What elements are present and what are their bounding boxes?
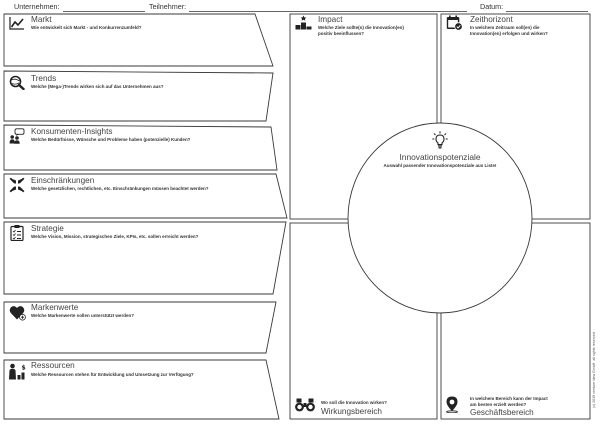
geschaeftsbereich-question-line2: am besten erzielt werden? (470, 401, 527, 407)
lightbulb-icon (432, 131, 448, 149)
heart-icon (9, 305, 26, 321)
trends-question: Welche (Mega-)Trends wirken sich auf das Unternehmen aus? (31, 84, 164, 89)
zeithorizont-title: Zeithorizont (470, 15, 513, 24)
copyright-note: (c) 2019 venture idea GmbH, all rights reserved (592, 332, 596, 408)
strategie-title: Strategie (31, 224, 64, 233)
teilnehmer-label: Teilnehmer: (149, 2, 187, 11)
innovationspotenziale-title: Innovationspotenziale (399, 152, 481, 162)
markenwerte-title: Markenwerte (31, 303, 79, 312)
konsumenten-question: Welche Bedürfnisse, Wünsche und Probleme haben (potenzielle) Kunden? (31, 137, 191, 142)
konsumenten-title: Konsumenten-Insights (31, 127, 113, 136)
line-chart-icon (9, 16, 25, 30)
ressourcen-title: Ressourcen (31, 361, 75, 370)
impact-question-line1: Welche Ziele sollte(n) die Innovation(en) (318, 25, 404, 30)
podium-icon (295, 15, 312, 30)
binoculars-icon (294, 398, 316, 412)
geschaeftsbereich-question-line1: In welchem Bereich kann der Impact (470, 396, 548, 401)
unternehmen-header (14, 2, 145, 13)
markenwerte-question: Welche Markenwerte sollen unterstützt werden? (31, 313, 134, 318)
einschraenkungen-title: Einschränkungen (31, 176, 95, 185)
strategie-question: Welche Vision, Mission, strategischen Ziele, KPIs, etc. sollen erreicht werden? (31, 234, 199, 239)
unternehmen-input-line[interactable] (63, 4, 145, 12)
wirkungsbereich-question: Wo soll die Innovation wirken? (321, 400, 387, 405)
geschaeftsbereich-title: Geschäftsbereich (470, 408, 534, 417)
zeithorizont-question-line2: Innovation(en) erfolgen und wirken? (470, 30, 548, 36)
impact-title: Impact (318, 15, 343, 24)
clipboard-checklist-icon (10, 224, 24, 241)
datum-header (480, 2, 588, 13)
datum-label: Datum: (480, 2, 504, 11)
magnifier-globe-icon (9, 75, 25, 90)
innovationspotenziale-subtitle: Auswahl passender Innovationspotenziale aus Liste! (383, 163, 497, 168)
zeithorizont-question-line1: In welchem Zeitraum soll(en) die (470, 25, 540, 30)
people-speech-icon (9, 128, 25, 144)
calendar-check-icon (446, 15, 463, 31)
svg-text:$: $ (21, 364, 26, 372)
compress-arrows-icon (9, 177, 25, 193)
impact-question-line2: positiv beeinflussen? (318, 30, 365, 36)
person-money-icon (8, 363, 27, 380)
wirkungsbereich-title: Wirkungsbereich (321, 407, 382, 416)
teilnehmer-header (149, 2, 467, 13)
teilnehmer-input-line[interactable] (189, 4, 467, 12)
location-pin-icon (445, 396, 459, 413)
einschraenkungen-question: Welche gesetzlichen, rechtlichen, etc. Einschränkungen müssen beachtet werden? (31, 186, 209, 191)
unternehmen-label: Unternehmen: (14, 2, 60, 11)
markt-title: Markt (31, 15, 52, 24)
datum-input-line[interactable] (506, 4, 588, 12)
markt-question: Wie entwickelt sich Markt - und Konkurrenzumfeld? (31, 25, 142, 30)
trends-title: Trends (31, 74, 57, 83)
ressourcen-question: Welche Ressourcen stehen für Entwicklung und Umsetzung zur Verfügung? (31, 372, 194, 377)
